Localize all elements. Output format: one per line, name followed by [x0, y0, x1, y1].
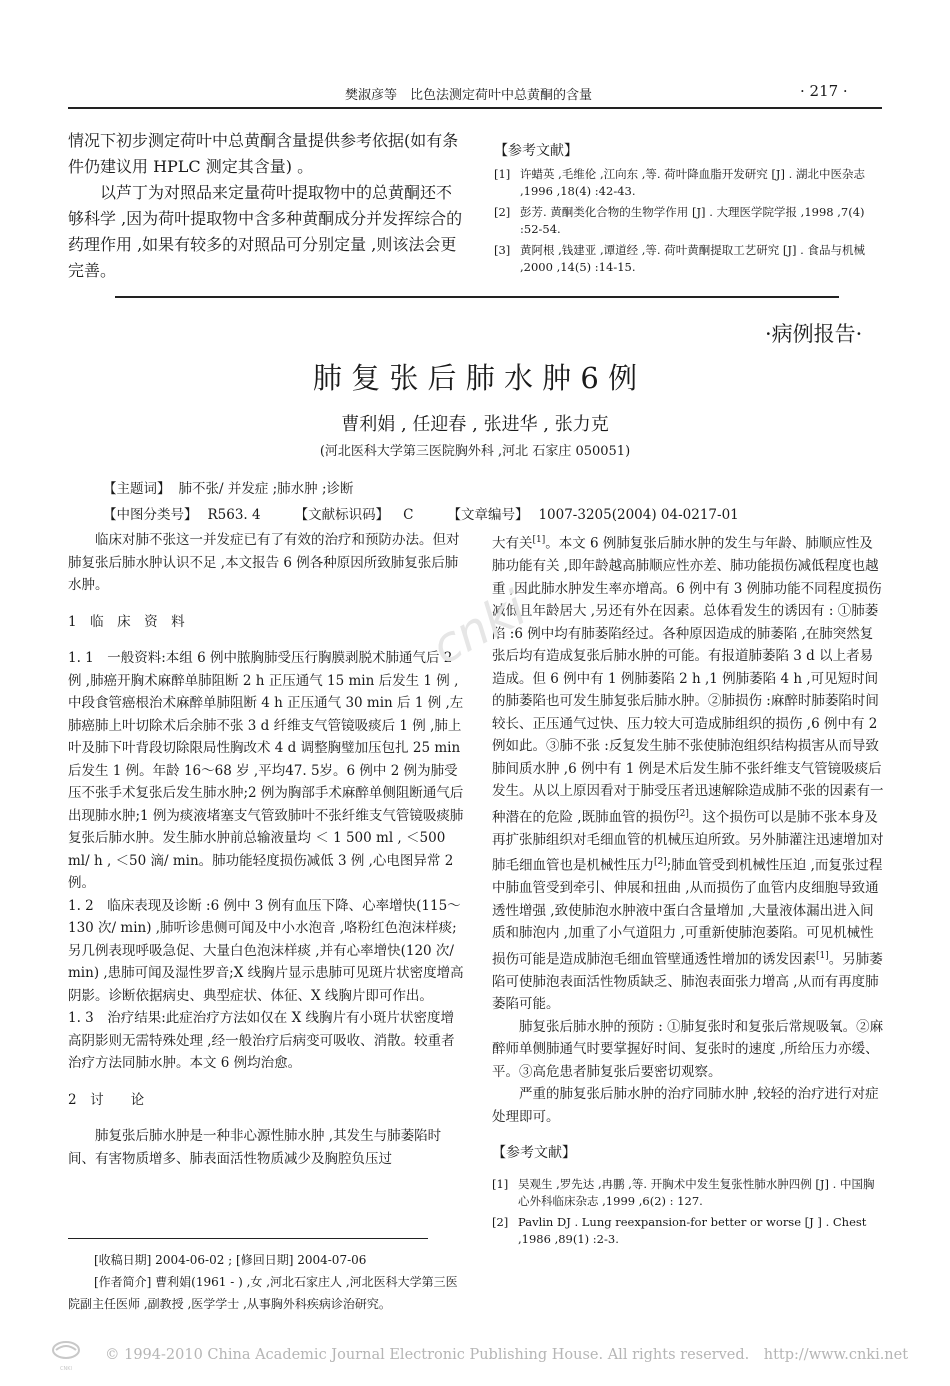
- article-separator: [115, 296, 839, 298]
- clc-label: 【中图分类号】: [103, 507, 198, 523]
- right-column: [492, 529, 884, 1252]
- article-no-label: 【文章编号】: [447, 507, 529, 523]
- reference-item: [3] 黄阿根 ,钱建亚 ,谭道经 ,等. 荷叶黄酮提取工艺研究 [J] . 食品与机械 ,2000 ,14(5) :14-15.: [494, 243, 865, 274]
- running-title: 樊淑彦等 比色法测定荷叶中总黄酮的含量: [345, 88, 593, 103]
- prev-references: [494, 140, 886, 280]
- section-1-title: 1 临 床 资 料: [68, 613, 185, 630]
- intro-paragraph: 临床对肺不张这一并发症已有了有效的治疗和预防办法。但对肺复张后肺水肿认识不足 ,本文报告 6 例各种原因所致肺复张后肺水肿。: [68, 532, 460, 593]
- footnote-rule: [68, 1238, 428, 1239]
- article-title: 肺 复 张 后 肺 水 肿 6 例: [312, 361, 638, 395]
- citation-mark: [1]: [532, 535, 546, 545]
- cnki-logo-icon: CNKI: [50, 1340, 82, 1362]
- prev-paragraph: 情况下初步测定荷叶中总黄酮含量提供参考依据(如有条件仍建议用 HPLC 测定其含量) 。: [68, 131, 459, 176]
- column-label: ·病例报告·: [765, 322, 863, 346]
- citation-mark: [1]: [816, 950, 829, 961]
- affiliation: (河北医科大学第三医院胸外科 ,河北 石家庄 050051): [319, 444, 631, 459]
- treatment-paragraph: 严重的肺复张后肺水肿的治疗同肺水肿 ,较轻的治疗进行对症处理即可。: [492, 1086, 879, 1125]
- refs-heading: 【参考文献】: [492, 1145, 576, 1161]
- discussion-paragraph-continued: 大有关[1]。本文 6 例肺复张后肺水肿的发生与年龄、肺顺应性及肺功能有关 ,即年龄越高肺顺应性亦差、肺功能损伤减低程度也越重 ,因此肺水肿发生率亦增高。6 例中有 3 例肺功能不同程度损伤减低且年龄居大 ,另还有外在因素。总体看发生的诱因有 : ①肺萎陷 :6 例中均有肺萎陷经过。各种原因造成的肺萎陷 ,在肺突然复张后均有造成复张后肺水肿的可能。有报道肺萎陷 3 d 以上者易造成。但 6 例中有 1 例肺萎陷 2 h ,1 例肺萎陷 4 h ,可见短时间的肺萎陷也可发生肺复张后肺水肿。②肺损伤 :麻醉时肺萎陷时间较长、正压通气过快、压力较大可造成肺组织的损伤 ,6 例中有 2 例如此。③肺不张 :反复发生肺不张使肺泡组织结构损害从而导致肺间质水肿 ,6 例中有 1 例是术后发生肺不张纤维支气管镜吸痰后发生。从以上原因看对于肺受压者迅速解除造成肺不张的因素有一种潜在的危险 ,既肺血管的损伤[2]。这个损伤可以是肺不张本身及再扩张肺组织对毛细血管的机械压迫所致。另外肺灌注迅速增加对肺毛细血管也是机械性压力[2];肺血管受到机械性压迫 ,而复张过程中肺血管受到牵引、伸展和扭曲 ,从而损伤了血管内皮细胞导致通透性增强 ,致使肺泡水肿液中蛋白含量增加 ,大量液体漏出进入间质和肺泡内 ,加重了小气道阻力 ,可重新使肺泡萎陷。可见机械性损伤可能是造成肺泡毛细血管壁通透性增加的诱发因素[1]。另肺萎陷可使肺泡表面活性物质缺乏、肺泡表面张力增高 ,从而有再度肺萎陷可能。: [492, 535, 884, 1012]
- footnotes: [68, 1249, 464, 1315]
- citation-mark: [2]: [676, 808, 689, 819]
- paragraph-1-3: 1. 3 治疗结果:此症治疗方法如仅在 X 线胸片有小斑片状密度增高阴影则无需特殊处理 ,经一般治疗后病变可吸收、消散。较重者治疗方法同肺水肿。本文 6 例均治愈。: [68, 1010, 455, 1071]
- watermark: cnki: [422, 580, 536, 676]
- section-2-title: 2 讨 论: [68, 1091, 145, 1108]
- copyright-footer: © 1994-2010 China Academic Journal Electronic Publishing House. All rights reserved. http://www.cnki.net: [105, 1347, 909, 1363]
- received-date: [收稿日期] 2004-06-02 ; [修回日期] 2004-07-06: [94, 1253, 367, 1267]
- reference-item: [2] 彭芳. 黄酮类化合物的生物学作用 [J] . 大理医学院学报 ,1998 ,7(4) :52-54.: [494, 205, 865, 236]
- reference-item: [1] 吴观生 ,罗先达 ,冉鹏 ,等. 开胸术中发生复张性肺水肿四例 [J] . 中国胸心外科临床杂志 ,1999 ,6(2) : 127.: [492, 1177, 875, 1208]
- clc-code: R563. 4: [207, 507, 261, 523]
- prev-article-text: [68, 128, 466, 284]
- doc-code: C: [403, 507, 414, 523]
- paragraph-1-1: 1. 1 一般资料:本组 6 例中脓胸肺受压行胸膜剥脱术肺通气后 2 例 ,肺癌开胸术麻醉单肺阻断 2 h 正压通气 15 min 后发生 1 例 ,中段食管癌根治术麻醉单肺阻断 4 h 正压通气 30 min 后 1 例 ,左肺癌肺上叶切除术后余肺不张 3 d 纤维支气管镜吸痰后 1 例 ,肺上叶及肺下叶背段切除限局性胸改术 4 d 调整胸璧加压包扎 25 min 后发生 1 例。年龄 16～68 岁 ,平均47. 5岁。6 例中 2 例为肺受压不张手术复张后发生肺水肿;2 例为胸部手术麻醉单侧阻断通气后出现肺水肿;1 例为痰液堵塞支气管致肺叶不张纤维支气管镜吸痰肺复张后肺水肿。发生肺水肿前总输液量均 ＜ 1 500 ml , ＜500 ml/ h , ＜50 滴/ min。肺功能轻度损伤减低 3 例 ,心电图异常 2 例。: [68, 650, 464, 891]
- article-no: 1007-3205(2004) 04-0217-01: [538, 507, 739, 523]
- doc-code-label: 【文献标识码】: [294, 507, 390, 523]
- keywords-line: [103, 477, 354, 497]
- reference-item: [1] 许蜡英 ,毛维伦 ,江向东 ,等. 荷叶降血脂开发研究 [J] . 湖北中医杂志 ,1996 ,18(4) :42-43.: [494, 167, 865, 198]
- prevention-paragraph: 肺复张后肺水肿的预防 : ①肺复张时和复张后常规吸氧。②麻醉师单侧肺通气时要掌握好时间、复张时的速度 ,所给压力亦缓、平。③高危患者肺复张后要密切观察。: [492, 1018, 884, 1080]
- prev-refs-heading: 【参考文献】: [494, 143, 578, 159]
- authors: 曹利娟 , 任迎春 , 张进华 , 张力克: [341, 414, 609, 435]
- prev-paragraph: 以芦丁为对照品来定量荷叶提取物中的总黄酮还不够科学 ,因为荷叶提取物中含多种黄酮成分并发挥综合的药理作用 ,如果有较多的对照品可分别定量 ,则该法会更完善。: [68, 183, 463, 280]
- header-rule: [68, 107, 882, 109]
- keywords: 肺不张/ 并发症 ;肺水肿 ;诊断: [178, 481, 354, 497]
- keywords-label: 【主题词】: [103, 481, 171, 497]
- discussion-paragraph: 肺复张后肺水肿是一种非心源性肺水肿 ,其发生与肺萎陷时间、有害物质增多、肺表面活性物质减少及胸腔负压过: [68, 1128, 442, 1167]
- citation-mark: [2]: [654, 857, 667, 867]
- author-bio: [作者简介] 曹利娟(1961 - ) ,女 ,河北石家庄人 ,河北医科大学第三医院副主任医师 ,副教授 ,医学学士 ,从事胸外科疾病诊治研究。: [68, 1275, 458, 1311]
- left-column: [68, 529, 464, 1170]
- reference-item: [2] Pavlin DJ . Lung reexpansion-for better or worse [J ] . Chest ,1986 ,89(1) :2-3.: [492, 1215, 867, 1246]
- classification-line: [103, 503, 739, 523]
- paragraph-1-2: 1. 2 临床表现及诊断 :6 例中 3 例有血压下降、心率增快(115～130 次/ min) ,肺听诊患侧可闻及中小水泡音 ,咯粉红色泡沫样痰;另几例表现呼吸急促、大量白色泡沫样痰 ,并有心率增快(120 次/ min) ,患肺可闻及湿性罗音;X 线胸片显示患肺可见斑片状密度增高阴影。诊断依据病史、典型症状、体征、X 线胸片即可作出。: [68, 897, 464, 1004]
- page-number: · 217 ·: [800, 82, 848, 100]
